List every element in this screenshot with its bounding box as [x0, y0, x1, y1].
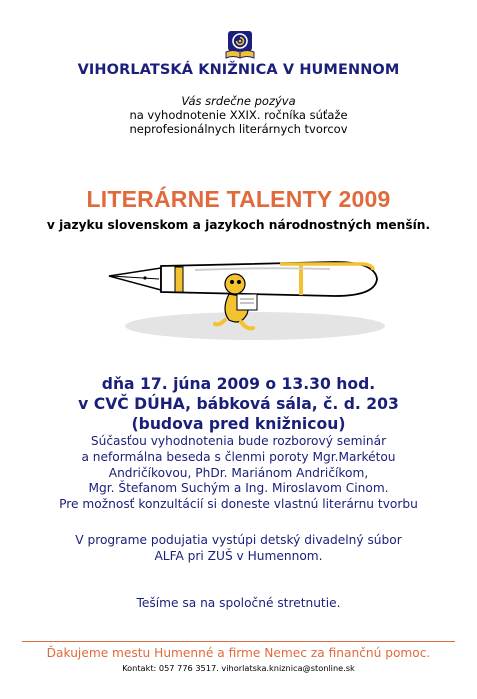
event-title: LITERÁRNE TALENTY 2009 — [86, 186, 391, 212]
library-logo-icon — [224, 30, 256, 60]
body-line: Andričíkovou, PhDr. Mariánom Andričíkom, — [108, 465, 369, 480]
seminar-paragraph — [0, 434, 477, 513]
body-line: Mgr. Štefanom Suchým a Ing. Miroslavom Cinom. — [88, 481, 389, 496]
event-subtitle: v jazyku slovenskom a jazykoch národnostných menšín. — [46, 218, 431, 232]
invitation-text — [0, 94, 477, 136]
body-line: ALFA pri ZUŠ v Humennom. — [154, 548, 323, 563]
body-line: Súčasťou vyhodnotenia bude rozborový seminár — [90, 434, 387, 448]
invite-line-1: Vás srdečne pozýva — [181, 94, 296, 108]
body-line: a neformálna beseda s členmi poroty Mgr.Markétou — [81, 449, 396, 464]
event-place: v CVČ DÚHA, bábková sála, č. d. 203 — [78, 395, 399, 413]
library-name: VIHORLATSKÁ KNIŽNICA V HUMENNOM — [77, 62, 400, 78]
closing-line: Tešíme sa na spoločné stretnutie. — [136, 596, 341, 610]
sponsor-thanks: Ďakujeme mestu Humenné a firme Nemec za finančnú pomoc. — [46, 646, 431, 660]
invite-line-3: neprofesionálnych literárnych tvorcov — [129, 122, 348, 136]
fountain-pen-mascot-icon — [105, 250, 385, 350]
event-place-note: (budova pred knižnicou) — [131, 415, 346, 433]
invite-line-2: na vyhodnotenie XXIX. ročníka súťaže — [129, 108, 348, 122]
body-line: V programe podujatia vystúpi detský divadelný súbor — [75, 533, 402, 547]
footer-divider — [22, 641, 455, 642]
program-paragraph — [0, 533, 477, 565]
body-line: Pre možnosť konzultácií si doneste vlastnú literárnu tvorbu — [59, 497, 418, 512]
event-details — [0, 374, 477, 434]
contact-info: Kontakt: 057 776 3517. vihorlatska.kniznica@stonline.sk — [122, 663, 355, 673]
event-date-time: dňa 17. júna 2009 o 13.30 hod. — [101, 375, 376, 393]
